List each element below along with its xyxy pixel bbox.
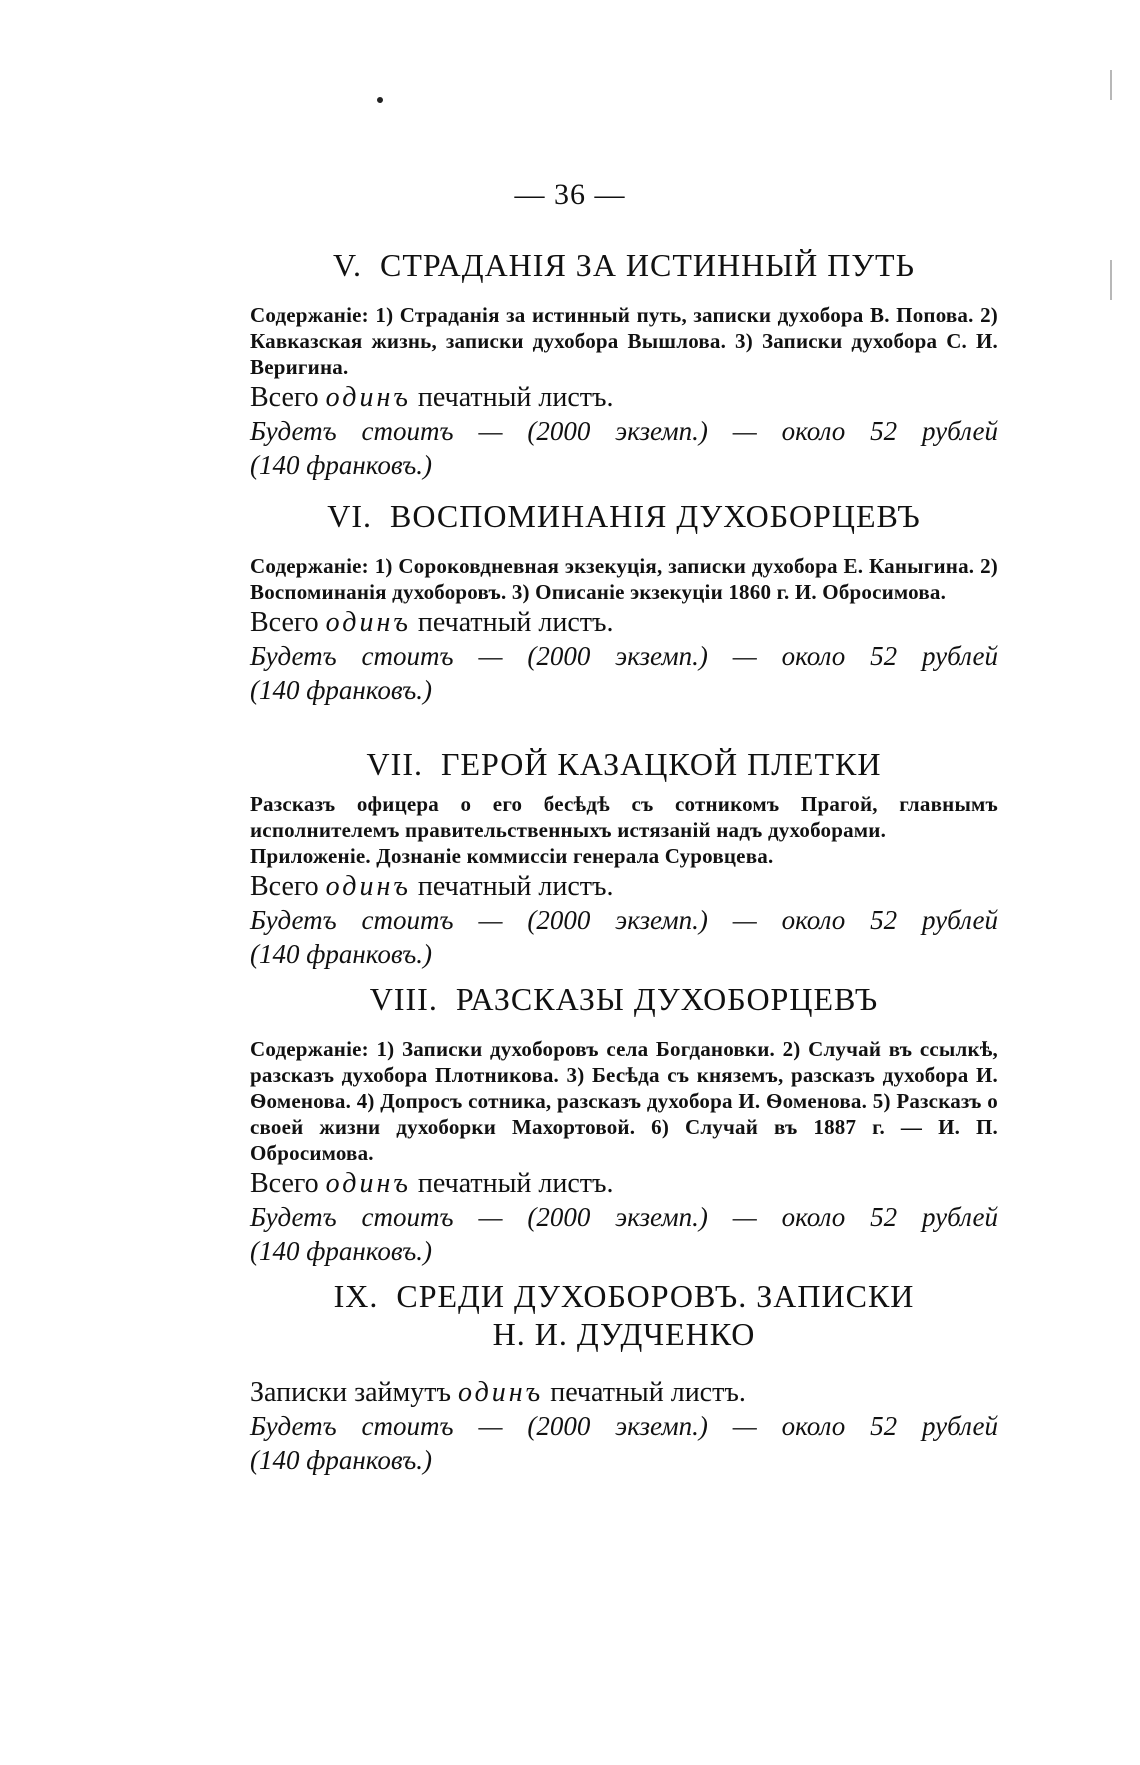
- pages-count: [250, 1168, 998, 1200]
- page-number: — 36 —: [514, 178, 626, 211]
- section-numeral: V.: [333, 247, 363, 283]
- pages-suffix: печатный листъ.: [550, 1377, 746, 1408]
- section-contents: Содержаніе: 1) Сороковдневная экзекуція, записки духобора Е. Каныгина. 2) Воспоминанія духоборовъ. 3) Описаніе экзекуціи 1860 г. И. Обросимова.: [250, 554, 998, 604]
- section-viii: [250, 980, 998, 1268]
- pages-prefix: Всего: [250, 1168, 319, 1199]
- section-heading: ГЕРОЙ КАЗАЦКОЙ ПЛЕТКИ: [440, 746, 882, 782]
- pages-prefix: Всего: [250, 382, 319, 413]
- section-numeral: VI.: [327, 498, 373, 534]
- section-heading-line-1: [250, 1277, 998, 1315]
- section-numeral: VIII.: [369, 981, 438, 1017]
- pages-word: одинъ: [457, 1377, 544, 1408]
- page-edge-mark: [1110, 260, 1112, 300]
- pages-prefix: Записки займутъ: [250, 1377, 451, 1408]
- ink-dot: [377, 97, 383, 103]
- pages-count: [250, 382, 998, 414]
- price-line: Будетъ стоитъ — (2000 экземп.) — около 52 рублей: [250, 416, 998, 446]
- pages-word: одинъ: [325, 1168, 411, 1199]
- section-numeral: VII.: [366, 746, 423, 782]
- price-francs: (140 франковъ.): [250, 1445, 433, 1475]
- pages-suffix: печатный листъ.: [417, 871, 614, 902]
- price-francs: (140 франковъ.): [250, 1236, 433, 1266]
- section-title: [250, 497, 998, 535]
- price-line: Будетъ стоитъ — (2000 экземп.) — около 52 рублей: [250, 1411, 998, 1441]
- pages-word: одинъ: [325, 382, 411, 413]
- price-line: Будетъ стоитъ — (2000 экземп.) — около 52 рублей: [250, 905, 998, 935]
- section-vi: [250, 497, 998, 707]
- section-heading: СРЕДИ ДУХОБОРОВЪ. ЗАПИСКИ: [396, 1278, 915, 1314]
- section-title: [250, 246, 998, 284]
- pages-word: одинъ: [325, 871, 411, 902]
- section-contents: Содержаніе: 1) Записки духоборовъ села Богдановки. 2) Случай въ ссылкѣ, разсказъ духобора Плотникова. 3) Бесѣда съ княземъ, разсказъ духобора И. Ѳоменова. 4) Допросъ сотника, разсказъ духобора И. Ѳоменова. 5) Разсказъ о своей жизни духоборки Махортовой. 6) Случай въ 1887 г. — И. П. Обросимова.: [250, 1037, 998, 1165]
- section-v: [250, 246, 998, 482]
- price-francs: (140 франковъ.): [250, 450, 433, 480]
- price-line: Будетъ стоитъ — (2000 экземп.) — около 52 рублей: [250, 641, 998, 671]
- section-title: [250, 980, 998, 1018]
- page-edge-mark: [1110, 70, 1112, 100]
- pages-prefix: Всего: [250, 607, 319, 638]
- pages-suffix: печатный листъ.: [417, 607, 614, 638]
- section-ix: [250, 1277, 998, 1477]
- pages-count: [250, 607, 998, 639]
- section-numeral: IX.: [333, 1278, 379, 1314]
- pages-count: [250, 1377, 998, 1409]
- section-heading: ВОСПОМИНАНІЯ ДУХОБОРЦЕВЪ: [390, 498, 921, 534]
- section-title: [250, 1277, 998, 1353]
- pages-suffix: печатный листъ.: [417, 1168, 614, 1199]
- price-line: Будетъ стоитъ — (2000 экземп.) — около 52 рублей: [250, 1202, 998, 1232]
- section-appendix: Приложеніе. Дознаніе коммиссіи генерала Суровцева.: [250, 844, 774, 868]
- pages-suffix: печатный листъ.: [417, 382, 614, 413]
- pages-word: одинъ: [325, 607, 411, 638]
- price-francs: (140 франковъ.): [250, 939, 433, 969]
- pages-count: [250, 871, 998, 903]
- pages-prefix: Всего: [250, 871, 319, 902]
- section-heading-line-2: Н. И. ДУДЧЕНКО: [492, 1316, 756, 1352]
- section-heading: РАЗСКАЗЫ ДУХОБОРЦЕВЪ: [455, 981, 879, 1017]
- price-francs: (140 франковъ.): [250, 675, 433, 705]
- section-contents: Разсказъ офицера о его бесѣдѣ съ сотникомъ Прагой, главнымъ исполнителемъ правительственныхъ истязаній надъ духоборами.: [250, 792, 998, 842]
- section-title: [250, 745, 998, 783]
- section-heading: СТРАДАНІЯ ЗА ИСТИННЫЙ ПУТЬ: [380, 247, 915, 283]
- section-contents: Содержаніе: 1) Страданія за истинный путь, записки духобора В. Попова. 2) Кавказская жизнь, записки духобора Вышлова. 3) Записки духобора С. И. Веригина.: [250, 303, 998, 379]
- section-vii: [250, 745, 998, 971]
